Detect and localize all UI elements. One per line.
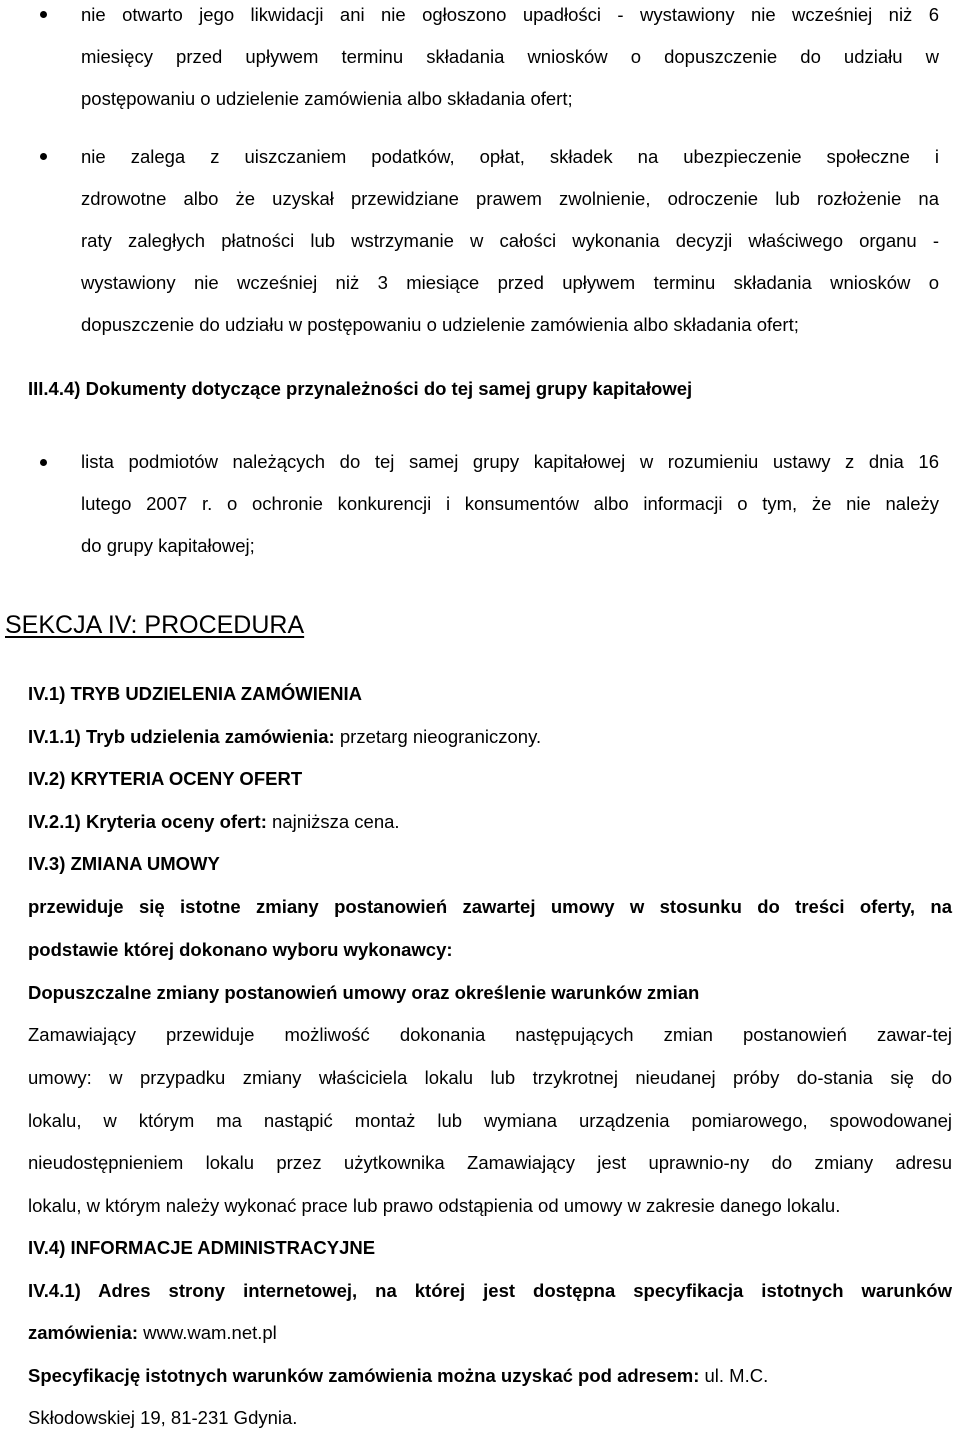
- label: IV.2.1) Kryteria oceny ofert:: [28, 811, 267, 832]
- section-heading-iii44: III.4.4) Dokumenty dotyczące przynależności do tej samej grupy kapitałowej: [28, 378, 693, 399]
- text-line: dopuszczenie do udziału w postępowaniu o udzielenie zamówienia albo składania ofert;: [81, 314, 799, 335]
- text-line: postępowaniu o udzielenie zamówienia albo składania ofert;: [81, 88, 573, 109]
- text-line: nie otwarto jego likwidacji ani nie ogłoszono upadłości - wystawiony nie wcześniej niż 6: [81, 4, 939, 25]
- text-line: [28, 1322, 277, 1344]
- text-line: IV.4.1) Adres strony internetowej, na której jest dostępna specyfikacja istotnych warunków: [28, 1280, 952, 1301]
- text-line: miesięcy przed upływem terminu składania wniosków o dopuszczenie do udziału w: [81, 46, 939, 67]
- text-line: do grupy kapitałowej;: [81, 535, 255, 556]
- website-value: www.wam.net.pl: [138, 1322, 277, 1343]
- text-line: lista podmiotów należących do tej samej grupy kapitałowej w rozumieniu ustawy z dnia 16: [81, 451, 939, 472]
- text-line: podstawie której dokonano wyboru wykonawcy:: [28, 939, 453, 960]
- text-line: Dopuszczalne zmiany postanowień umowy oraz określenie warunków zmian: [28, 982, 700, 1003]
- text-line: zdrowotne albo że uzyskał przewidziane prawem zwolnienie, odroczenie lub rozłożenie na: [81, 188, 939, 209]
- bullet-icon: [40, 11, 47, 18]
- section-title: SEKCJA IV: PROCEDURA: [5, 611, 305, 639]
- bullet-icon: [40, 459, 47, 466]
- value: najniższa cena.: [266, 811, 400, 832]
- bullet-icon: [40, 153, 47, 160]
- heading-iv3: IV.3) ZMIANA UMOWY: [28, 853, 220, 874]
- text-line: Skłodowskiej 19, 81-231 Gdynia.: [28, 1407, 298, 1428]
- text-line: Zamawiający przewiduje możliwość dokonania następujących zmian postanowień zawar-tej: [28, 1024, 952, 1045]
- text-line: lokalu, w którym ma nastąpić montaż lub wymiana urządzenia pomiarowego, spowodowanej: [28, 1110, 952, 1131]
- text-line: przewiduje się istotne zmiany postanowień zawartej umowy w stosunku do treści oferty, na: [28, 896, 952, 917]
- address-value: ul. M.C.: [699, 1365, 769, 1386]
- text-line: lokalu, w którym należy wykonać prace lub prawo odstąpienia od umowy w zakresie danego lokalu.: [28, 1195, 841, 1216]
- label: zamówienia:: [28, 1322, 138, 1343]
- heading-iv4: IV.4) INFORMACJE ADMINISTRACYJNE: [28, 1237, 376, 1258]
- text-line: nieudostępnieniem lokalu przez użytkownika Zamawiający jest uprawnio-ny do zmiany adresu: [28, 1152, 952, 1173]
- text-line: wystawiony nie wcześniej niż 3 miesiące przed upływem terminu składania wniosków o: [81, 272, 939, 293]
- bullet-item-3: [81, 441, 939, 567]
- label: Specyfikację istotnych warunków zamówienia można uzyskać pod adresem:: [28, 1365, 700, 1386]
- value: przetarg nieograniczony.: [334, 726, 542, 747]
- text-line: nie zalega z uiszczaniem podatków, opłat, składek na ubezpieczenie społeczne i: [81, 146, 939, 167]
- heading-iv21: [28, 811, 400, 833]
- heading-iv2: IV.2) KRYTERIA OCENY OFERT: [28, 768, 303, 789]
- text-line: [28, 1365, 768, 1387]
- heading-iv1: IV.1) TRYB UDZIELENIA ZAMÓWIENIA: [28, 683, 363, 704]
- bullet-item-2: [81, 136, 939, 346]
- bullet-item-1: [81, 0, 939, 120]
- text-line: lutego 2007 r. o ochronie konkurencji i konsumentów albo informacji o tym, że nie należy: [81, 493, 939, 514]
- label: IV.1.1) Tryb udzielenia zamówienia:: [28, 726, 335, 747]
- heading-iv11: [28, 726, 541, 748]
- text-line: umowy: w przypadku zmiany właściciela lokalu lub trzykrotnej nieudanej próby do-stania się do: [28, 1067, 952, 1088]
- text-line: raty zaległych płatności lub wstrzymanie w całości wykonania decyzji właściwego organu -: [81, 230, 939, 251]
